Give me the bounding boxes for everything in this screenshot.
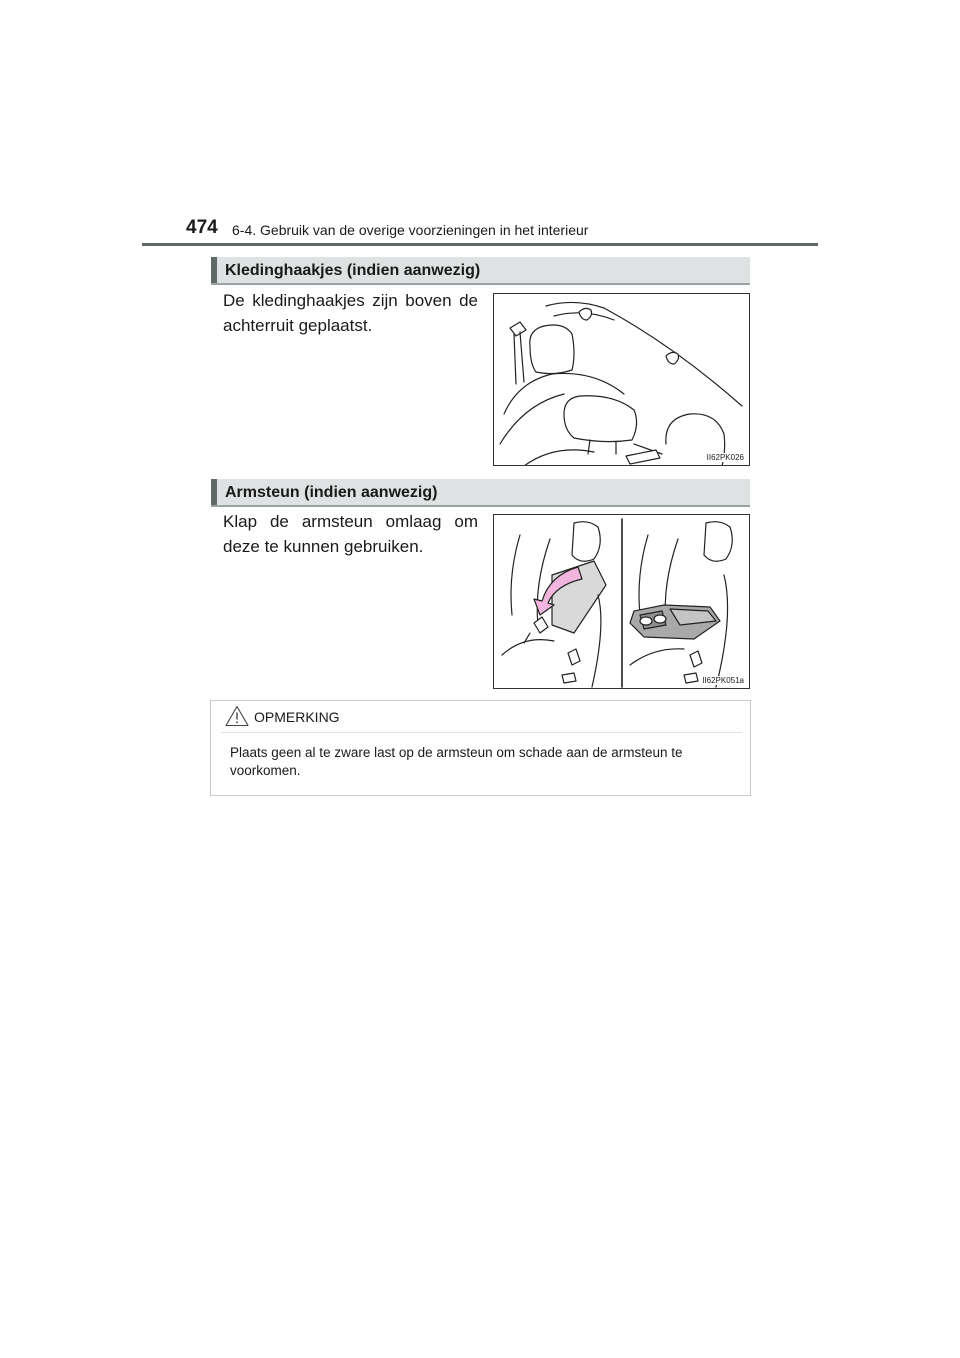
notice-text: Plaats geen al te zware last op de armsteun om schade aan de armsteun te voorkomen. (230, 745, 683, 778)
section-heading-armrest (211, 479, 750, 507)
header-rule (142, 243, 818, 246)
clothes-hooks-illustration (493, 293, 750, 466)
notice-box (210, 700, 751, 796)
section-heading-clothes-hooks (211, 257, 750, 285)
figure-code: II62PK051a (702, 676, 744, 685)
notice-label: OPMERKING (254, 709, 340, 725)
section-title: Kledinghaakjes (indien aanwezig) (225, 262, 481, 279)
section-title: Armsteun (indien aanwezig) (225, 484, 438, 501)
section-accent (211, 257, 217, 283)
notice-divider (221, 732, 742, 733)
warning-triangle-icon (225, 705, 249, 727)
notice-header (211, 701, 750, 731)
armrest-fold-drawing (494, 515, 750, 689)
figure-code: II62PK026 (706, 453, 744, 462)
armrest-description: Klap de armsteun omlaag om deze te kunnen gebruiken. (223, 512, 478, 556)
rear-window-hooks-drawing (494, 294, 750, 466)
page-number: 474 (186, 217, 218, 238)
chapter-title: 6-4. Gebruik van de overige voorzieningen in het interieur (232, 222, 589, 238)
section-accent (211, 479, 217, 505)
clothes-hooks-description: De kledinghaakjes zijn boven de achterruit geplaatst. (223, 291, 478, 335)
armrest-illustration (493, 514, 750, 689)
